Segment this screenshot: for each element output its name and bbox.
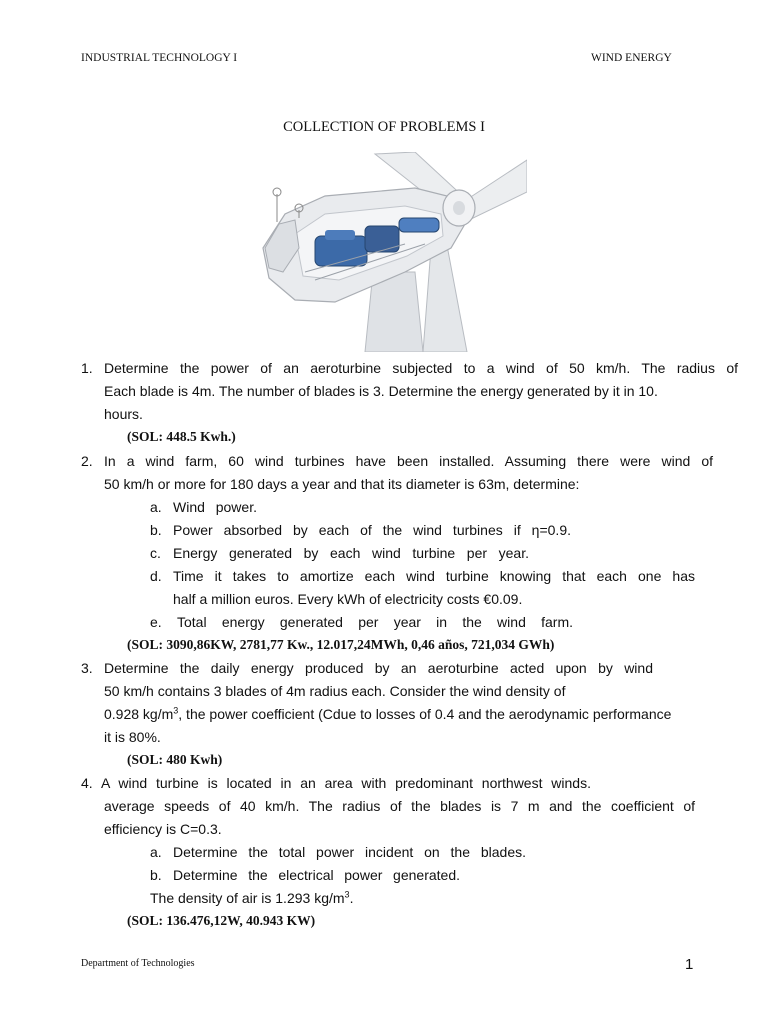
wind-turbine-illustration [255,152,527,352]
problem-4-density-value: The density of air is 1.293 kg/m [150,890,345,906]
problem-2-item-e-marker: e. [150,614,162,630]
problem-3-line-3 [104,704,671,724]
problem-1-solution: (SOL: 448.5 Kwh.) [127,429,236,444]
problem-2-item-b: Power absorbed by each of the wind turbines if η=0.9. [173,522,571,538]
problem-2-item-d-line-2: half a million euros. Every kWh of electricity costs €0.09. [173,591,523,607]
problem-2-item-a: Wind power. [173,499,257,515]
problem-1-line-3: hours. [104,406,143,422]
problem-2-line-2: 50 km/h or more for 180 days a year and that its diameter is 63m, determine: [104,476,580,492]
problem-4-line-1: A wind turbine is located in an area with predominant northwest winds. [101,775,591,791]
problem-4-solution: (SOL: 136.476,12W, 40.943 KW) [127,913,316,928]
problem-3-line-4: it is 80%. [104,729,161,745]
problem-4-line-2: average speeds of 40 km/h. The radius of the blades is 7 m and the coefficient of [104,798,695,814]
problem-4-item-a: Determine the total power incident on the blades. [173,844,526,860]
page-title: COLLECTION OF PROBLEMS I [283,119,485,135]
problem-3-line-3-rest: , the power coefficient (Cdue to losses of 0.4 and the aerodynamic performance [178,706,672,722]
problem-4-item-a-marker: a. [150,844,162,860]
problem-3-solution: (SOL: 480 Kwh) [127,752,223,767]
problem-2-line-1: In a wind farm, 60 wind turbines have been installed. Assuming there were wind of [104,453,713,469]
problem-1-line-1: Determine the power of an aeroturbine subjected to a wind of 50 km/h. The radius of [104,360,738,376]
problem-2-item-b-marker: b. [150,522,162,538]
problem-2-number: 2. [81,453,93,469]
header-topic: WIND ENERGY [591,52,672,64]
problem-4-item-b: Determine the electrical power generated. [173,867,460,883]
problem-3-number: 3. [81,660,93,676]
problem-2-item-c: Energy generated by each wind turbine per year. [173,545,529,561]
problem-2-item-d-marker: d. [150,568,162,584]
problem-2-solution: (SOL: 3090,86KW, 2781,77 Kw., 12.017,24MWh, 0,46 años, 721,034 GWh) [127,637,555,652]
problem-3-density-exponent: 3 [173,705,179,716]
problem-4-density-exponent: 3 [344,889,350,900]
header-course-title: INDUSTRIAL TECHNOLOGY I [81,52,238,64]
problem-2-item-d-line-1: Time it takes to amortize each wind turbine knowing that each one has [173,568,695,584]
problem-3-line-1: Determine the daily energy produced by an aeroturbine acted upon by wind [104,660,653,676]
page-number: 1 [685,956,694,973]
problem-4-density-period: . [349,890,354,906]
footer-department: Department of Technologies [81,958,195,969]
problem-4-air-density [150,888,353,908]
problem-4-line-3: efficiency is C=0.3. [104,821,222,837]
problem-3-density-value: 0.928 kg/m [104,706,174,722]
wind-turbine-image [255,152,527,352]
problem-4-number: 4. [81,775,93,791]
problem-3-line-2: 50 km/h contains 3 blades of 4m radius each. Consider the wind density of [104,683,566,699]
problem-2-item-c-marker: c. [150,545,161,561]
problem-2-item-e: Total energy generated per year in the wind farm. [177,614,573,630]
problem-4-item-b-marker: b. [150,867,162,883]
problem-1-line-2: Each blade is 4m. The number of blades is 3. Determine the energy generated by it in 10. [104,383,658,399]
problem-1-number: 1. [81,360,93,376]
problem-2-item-a-marker: a. [150,499,162,515]
